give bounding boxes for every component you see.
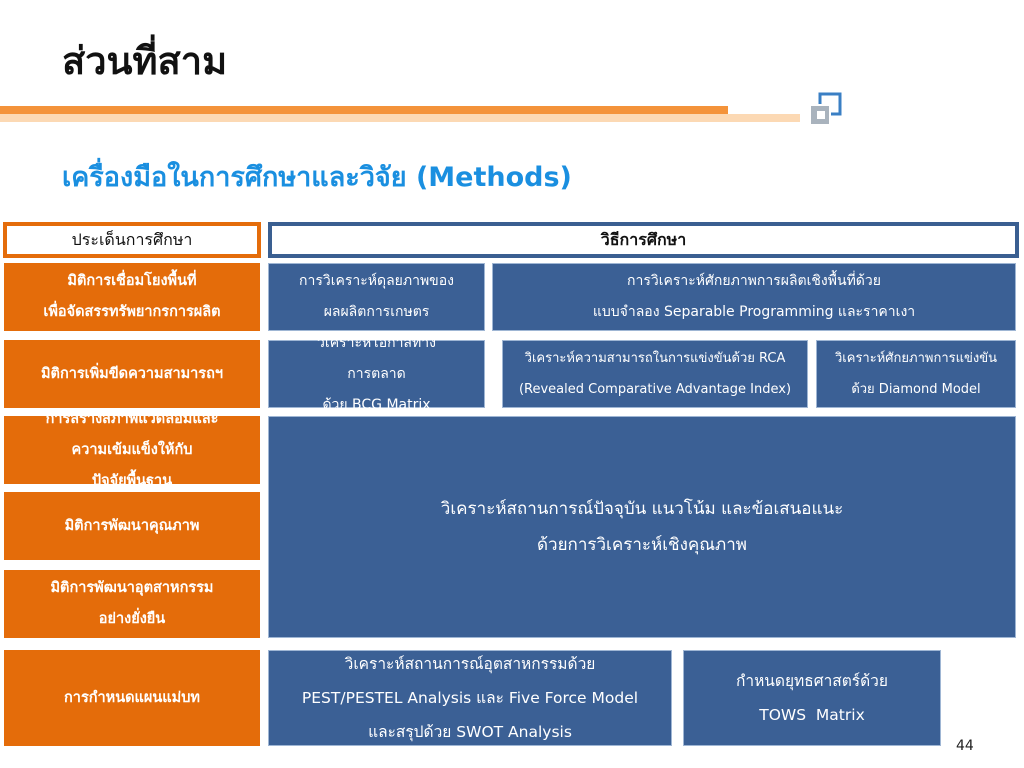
topic-line: การกำหนดแผนแม่บท	[64, 689, 200, 706]
method-line: ด้วยการวิเคราะห์เชิงคุณภาพ	[536, 535, 747, 555]
method-line: วิเคราะห์ศักยภาพการแข่งขัน	[835, 351, 997, 366]
overlapping-squares-icon	[806, 92, 842, 128]
title-underline-light	[0, 114, 800, 122]
topic-quality	[4, 492, 260, 560]
topic-line: อย่างยั่งยืน	[98, 611, 166, 627]
method-pest-swot	[268, 650, 672, 746]
method-diamond-model	[816, 340, 1016, 408]
method-line: การวิเคราะห์ศักยภาพการผลิตเชิงพื้นที่ด้วย	[627, 273, 881, 289]
header-topics: ประเด็นการศึกษา	[3, 222, 261, 258]
method-bcg-matrix	[268, 334, 485, 413]
method-line: วิเคราะห์สถานการณ์อุตสาหกรรมด้วย	[344, 655, 596, 673]
method-line: วิเคราะห์สถานการณ์ปัจจุบัน แนวโน้ม และข้อเสนอแนะ	[440, 499, 844, 519]
topic-capability	[4, 340, 260, 408]
method-line: และสรุปด้วย SWOT Analysis	[368, 723, 572, 741]
slide-subtitle: เครื่องมือในการศึกษาและวิจัย (Methods)	[62, 162, 572, 193]
topic-line: ปัจจัยพื้นฐาน	[91, 472, 173, 489]
topic-line: มิติการเพิ่มขีดความสามารถฯ	[40, 365, 224, 382]
method-line: แบบจำลอง Separable Programming และราคาเงา	[592, 304, 916, 320]
method-line: PEST/PESTEL Analysis และ Five Force Model	[301, 689, 639, 707]
topic-line: เพื่อจัดสรรทรัพยากรการผลิต	[43, 304, 221, 320]
method-line: การวิเคราะห์ดุลยภาพของ	[298, 273, 454, 289]
method-line: (Revealed Comparative Advantage Index)	[518, 382, 792, 397]
method-separable-programming	[492, 263, 1016, 331]
method-line: ผลผลิตการเกษตร	[323, 304, 430, 320]
header-methods: วิธีการศึกษา	[268, 222, 1019, 258]
method-line: วิเคราะห์โอกาสทาง	[317, 334, 436, 351]
method-line: กำหนดยุทธศาสตร์ด้วย	[736, 672, 888, 690]
method-line: การตลาด	[347, 365, 406, 382]
method-line: TOWS Matrix	[759, 706, 865, 724]
topic-line: มิติการพัฒนาอุตสาหกรรม	[50, 580, 214, 596]
topic-sustainable	[4, 570, 260, 638]
method-line: ด้วย Diamond Model	[851, 382, 981, 397]
topic-line: ความเข้มแข็งให้กับ	[71, 441, 193, 458]
topic-master-plan	[4, 650, 260, 746]
method-tows-matrix	[683, 650, 941, 746]
page-number: 44	[956, 738, 974, 754]
method-line: วิเคราะห์ความสามารถในการแข่งขันด้วย RCA	[524, 351, 786, 366]
topic-line: การสร้างสภาพแวดล้อมและ	[45, 410, 219, 427]
slide-title: ส่วนที่สาม	[62, 39, 228, 83]
method-line: ด้วย BCG Matrix	[322, 396, 431, 413]
method-equilibrium	[268, 263, 485, 331]
method-rca	[502, 340, 808, 408]
method-qualitative	[268, 416, 1016, 638]
topic-line: มิติการพัฒนาคุณภาพ	[64, 517, 200, 534]
topic-environment	[4, 410, 260, 489]
topic-area-linkage	[4, 263, 260, 331]
title-underline-orange	[0, 106, 728, 114]
topic-line: มิติการเชื่อมโยงพื้นที่	[67, 273, 197, 289]
